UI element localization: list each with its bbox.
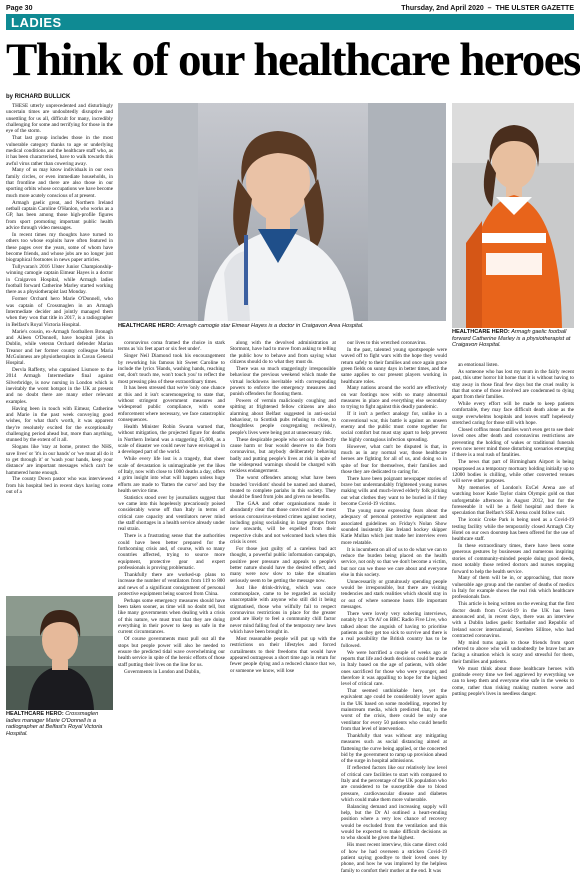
article-headline: Think of our healthcare heroes [6,34,580,86]
paragraph: Thankfully that was without any mitigating measures such as social distancing aimed at flattening the curve being applied, or the concerted bid by the government to ramp up provision ahead of the surge in hospital admissions. [341,732,447,765]
paragraph: My memories of London's ExCel Arena are of watching boxer Katie Taylor claim Olympic gold on that unforgettable afternoon in August 2012, but for the foreseeable it will be a field hospital and there is speculation that Belfast's SSE Arena could follow suit. [452,485,574,517]
paragraph: Many nations around the world are effectively on war footings now with so many abnormal measures in place and everything else secondary to trying to fight against this deadly pandemic. [341,385,447,411]
paragraph: There is a frustrating sense that the authorities could have been better prepared for the forthcoming crisis and, of course, with so many countries affected, trying to source more equipment, protective gear and expert professionals is proving problematic. [118,533,225,572]
paragraph: It has been stressed that we're 'only one chance at this and it isn't scaremongering to state that, without stringent government measures and widespread public compliance, with some enforcement where necessary, we face catastrophic consequences. [118,385,225,424]
paragraph: Unnecessarily or gratuitously spending people would be irresponsible, but there are visiting tendencies and stark realities which should stay in or out of where someone hosts life important messages. [341,578,447,611]
paragraph: This article is being written on the evening that the first doctor death from Covid-19 in the UK has been announced and, in recent days, there was an interview with a Dublin ladies gaelic footballer and Republic of Ireland soccer international, Sorelten Sillitoe, who had contracted coronavirus. [452,601,574,639]
caption-marie-odonnell: HEALTHCARE HERO: Crossmaglen ladies manager Marie O'Donnell is a radiographer at Belfast's Royal Victoria Hospital. [6,711,103,737]
portrait-image [6,596,113,710]
paragraph: While every life lost is a tragedy, that sheer scale of devastation is unimaginable yet the likes of Italy, now with close to 1000 deaths a day, offers a grim insight into what will happen unless huge efforts are made to 'flatten the curve' and buy the health service time. [118,456,225,494]
paragraph: Having been in touch with Eimear, Catherine and Marie in the past week conveying good wishes, for what that's worth, it was apparent they're resolutely excited for the exceptionally challenging period ahead but, more than anything, stunned by the extent of it all. [6,405,113,444]
paragraph: Perhaps some emergency measures should have been taken sooner, as time will no doubt tell, but like many governments when dealing with a crisis of this nature, we must trust that they are doing everything in their power to keep us safe in the current circumstances. [118,597,225,636]
article-column-1 [6,103,113,593]
caption-eimear-hayes: HEALTHCARE HERO: Armagh camogie star Eimear Hayes is a doctor in Craigavon Area Hospital. [118,323,364,329]
paragraph: As someone who has lost my mum in the fairly recent past, this utter horror hit home that it is without having to stay away in those final few days but the cruel reality is that that some of those involved are condemned to dying apart from their families. [452,368,574,401]
paragraph: In the past, talented young sportspeople were waved off to fight wars with the hope they would return safely to their families and once again grace green fields on sunny days in better times, and the same applies to our present players working in healthcare roles. [341,346,447,385]
paragraph: The young nurse expressing fears about the adequacy of personal protective equipment and associated guidelines on Friday's Nolan Show sounded insistently like Ireland hockey skipper Katie Mullan which just made her interview even more relatable. [341,507,447,546]
paragraph: along with the devolved administration at Stormont, have had to move from asking to telling the public how to behave and from saying what citizens should do to what they must do. [230,340,336,366]
paragraph: We must think about those healthcare heroes with gratitude every time we feel aggrieved by everything we can to keep them and everyone else safe in the weeks to come, rather than risking making matters worse and putting people's lives in needless danger. [452,665,574,698]
section-title: LADIES [11,15,62,30]
paragraph: Powers of vermin maliciously coughing and spitting at frightened fellow citizens are also alarming about Belfast suggested in anti-social behaviour, to Scottish pubs refusing to close, to thoughtless people congregating recklessly, people's lives were being put at unnecessary risk. [230,398,336,436]
page-header [6,3,574,13]
paragraph: Thankfully there are worked-up plans to increase the number of ventilators from 119 to 800 and news of a significant consignment of personal protective equipment being sourced from China. [118,571,225,597]
paragraph: Of course governments must pull out all the stops but people power will also be needed to ensure the predicted tidal wave overwhelming our health service in spite of the heroic efforts of those staff putting their lives on the line for us. [118,636,225,668]
paper-name: THE ULSTER GAZETTE [495,4,574,12]
paragraph: There were lovely very sobering interviews, notably by a 'Dr Al' on BBC Radio Five Live, who talked about the anguish of having to prioritise patients as they get too sick to survive and there is a real possibility the British country has to be followed. [341,610,447,649]
paragraph: The worst offenders among what have been branded 'covidiots' should be named and shamed, treated to complete pariahs in this society. They should be fined from jobs and given no benefits. [230,475,336,501]
paragraph: Tullyvaran's 2016 Ulster Junior Championship-winning camogie captain Eimear Hayes is a doctor in Craigavon Hospital, while Armagh ladies football forward Catherine Marley started working there as a physiotherapist last Monday. [6,264,113,296]
page-number: Page 30 [6,4,33,12]
paragraph: The iconic Croke Park is being used as a Covid-19 testing facility while the temporarily closed Armagh City Hotel on our own doorstep has been offered for the use of healthcare staff. [452,517,574,543]
paragraph: Most reasonable people will put up with the restrictions on their lifestyles and forced curtailments to their freedoms that would have appeared outrageous a short time ago in return for fewer people dying and a reduced chance that we, or someone we know, will lose [230,635,336,674]
paragraph: That last group includes those in the most vulnerable category thanks to age or underlying medical conditions and the healthcare staff who, as it has been characterised, have to walk towards this awful virus rather than cowering away. [6,135,113,167]
paragraph: The news that part of Birmingham Airport is being repurposed as a temporary mortuary holding initially up to 12000 bodies is chilling, while other converted venues will serve other purposes. [452,459,574,485]
paragraph: Balancing demand and increasing supply will help, but the Dr Al outlined a heart-rending position where a very low chance of recovery would be excluded from the ventilation and this would be expected to make difficult decisions as to who should be given the highest. [341,803,447,842]
paragraph: However, what can't be disputed is that, in much as in any normal war, those healthcare heroes are fighting for all of us, and doing so in spite of fear for themselves, their families and those they are dedicated to caring for. [341,443,447,475]
paragraph: We were horrified a couple of weeks ago at reports that life and death decisions could be made in Italy based on the age of patients, with older ones sacrificed for those who were younger, and therefore it was appalling to hope for the highest level of critical care. [341,649,447,688]
article-column-2 [118,340,225,734]
paragraph: Singer Neil Diamond took his encouragement by reworking his famous hit Sweet Caroline to include the lyrics 'Hands, washing hands, reaching out, don't touch me, won't touch you' to reflect the most pressing plea of these extraordinary times. [118,353,225,385]
paragraph: Closed coffins mean families won't even get to see their loved ones after death and coronavirus restrictions are preventing the holding of wakes or traditional funerals even now never mind those disturbing scenarios emerging if there is a real rush of fatalities. [452,426,574,459]
paragraph: Many of them will be in, or approaching, that more vulnerable age group and the number of deaths of medics in Italy for example shows the real risk which healthcare professionals face. [452,575,574,601]
portrait-image [452,103,574,328]
paragraph: The GAA and other organisations made it abundantly clear that those convicted of the most serious coronavirus-related crimes against society, including going socialising in large groups from now onwards, will be expelled from their respective clubs and not welcomed back when this crisis is over. [230,501,336,546]
article-byline: by RICHARD BULLICK [6,94,71,100]
paragraph: It is incumbent on all of us to do what we can to reduce the burden being placed on the health service, not only so that we don't become a victim, but nor can we those we care about and everyone else in this society. [341,546,447,578]
paragraph: our lives to this wretched coronavirus. [347,340,427,346]
article-column-3 [230,340,336,734]
paragraph: Just like drink-driving, which was once commonplace, came to be regarded as socially unacceptable with anyone who still did it being stigmatised, those who wilfully fail to respect coronavirus restrictions in place for the greater good are likely to feel a community chill factor never mind falling foul of the temporary new laws which have been brought in. [230,584,336,635]
paragraph: Armagh gaelic great, and Northern Ireland netball captain Caroline O'Hanlon, who works as a GP, has been among those high-profile figures from sport promoting important public health advice through video messages. [6,199,113,232]
paragraph: His most recent interview, this came direct cold of how he had overseen a stricken Covid-19 patient saying goodbye to their loved ones by phone, and how he was implored by the helpless family to comfort their mother at the end. It was [341,842,447,874]
paragraph: Many of us may know individuals in our own family circles, or even immediate households, in that frontline and there are also those in our sporting orbits whose occupations we have become much more acutely conscious of at present. [6,167,113,199]
portrait-image [118,103,446,321]
article-column-4 [341,340,447,874]
paragraph: Health Minister Robin Swann warned that, without mitigation, the projected figure for deaths in Northern Ireland was a staggering 15,000, as a scale of disaster we could never have envisaged in a developed part of the world. [118,423,225,456]
paragraph: If it isn't a perfect analogy for, unlike in a conventional war, this battle is against an unseen enemy and the public must come together for social comfort but must stay apart to help prevent the highly contagious infection spreading. [341,411,447,443]
paragraph: There have been poignant newspaper stories of brave but understandably frightened young nurses making wills and much-loved elderly folk picking out what clothes they want to be buried in if they become Covid-19 victims. [341,475,447,508]
section-banner [6,14,574,30]
caption-catherine-marley: HEALTHCARE HERO: Armagh gaelic football forward Catherine Marley is a physiotherapist at Craigavon Hospital. [452,329,571,349]
photo-catherine-marley [452,103,574,328]
paragraph: There was so much staggeringly irresponsible behaviour the previous weekend which made the virtual lockdowns inevitable with corresponding powers to enforce the emergency measures and punish offenders for flouting them. [230,365,336,398]
paragraph: Slogans like 'stay at home, protect the NHS, save lives' or 'it's in our hands' or 'we must all do it to get through it' or 'wash your hands, keep your distance' are important messages which can't be hammered home enough. [6,444,113,476]
article-column-5 [452,362,574,734]
publication-info: Thursday, 2nd April 2020 – THE ULSTER GAZETTE [401,4,574,12]
paragraph: Dervla Rafferty, who captained Lismore to the 2014 Armagh Intermediate final against Silverbridge, is now nursing in London which is inevitably the worst hotspot in the UK at present and no doubt there are many other relevant examples. [6,367,113,405]
paragraph: While every effort will be made to keep patients comfortable, they may face difficult death alone as the surge overwhelms hospitals and leaves staff hopelessly stretched caring for those still with hope. [452,401,574,427]
paragraph: For those just guilty of a careless bad act thought, a powerful public information campaign, positive peer pressure and appeals to people's better nature should have the desired effect, and many were now slow to take the situation seriously seem to be getting the message now. [230,546,336,584]
paragraph: Marie's cousin, ex-Armagh footballers Bronagh and Aileen O'Donnell, have hospital jobs in Dublin, while veteran Orchard defender Marian Treanor and her former county colleague Maria McGuinness are physiotherapists in Cavan General Hospital. [6,328,113,367]
paragraph: In recent times my thoughts have turned to others too whose exploits have often featured in these pages over the years, some of whom have become friends, and whose jobs are no longer just biographical footnotes in news paper articles. [6,231,113,264]
paragraph: coronavirus coma framed the choice in stark terms as 'six feet apart or six feet under'. [118,340,225,353]
paragraph: My mind turns again to those friends from sport referred to above who will undoubtedly be brave but are facing a situation which is scary and stressful for them, their families and patients. [452,639,574,665]
paragraph: Governments in London and Dublin, [124,668,201,675]
paragraph: Statistics stood over by journalists suggest that we came into this hopelessly precariously poised considerably worse off than Italy in terms of critical care capacity and ventilators never mind the staff shortages in a health service already under real strain. [118,494,225,533]
paragraph: an emotional listen. [458,362,499,368]
issue-date: Thursday, 2nd April 2020 [401,4,484,12]
paragraph: THESE utterly unprecedented and disturbingly uncertain times are undoubtedly disruptive and unsettling for us all, difficult for many, incredibly challenging for some and terrifying for those in the eye of the storm. [6,103,113,135]
photo-eimear-hayes [118,103,446,321]
paragraph: That seemed unthinkable here, yet the equivalent age could be considerably lower again in the UK based on some modelling, reported by mainstream media, which predicted that, in the worst of the crisis, there could be only one ventilator for every 50 patients who could benefit from that level of intervention. [341,688,447,733]
photo-marie-odonnell [6,596,113,710]
paragraph: If reflected factors like our relatively low level of critical care facilities to start with compared to Italy and the percentage of the UK population who are considered to be susceptible due to blood pressure, cardiovascular disease and diabetes which could make them more vulnerable. [341,765,447,803]
paragraph: These despicable people who set out to directly cause harm or fear would deserve to die from coronavirus, but anybody deliberately behaving badly and putting people's lives at risk in spite of the widespread warnings should be charged with reckless endangerment. [230,436,336,475]
paragraph: In these extraordinary times, there have been some generous gestures by businesses and numerous inspiring stories of community-minded people doing good deeds, most notably those retired doctors and nurses stepping forward to help the health service. [452,543,574,575]
paragraph: Former Orchard hero Marie O'Donnell, who was captain of Crossmaglen in an Armagh Intermediate decider and jointly managed them when they won that title in 2017, is a radiographer in Belfast's Royal Victoria Hospital. [6,296,113,328]
paragraph: The county Down pastor who was interviewed from his hospital bed in recent days having come out of a [6,476,113,496]
